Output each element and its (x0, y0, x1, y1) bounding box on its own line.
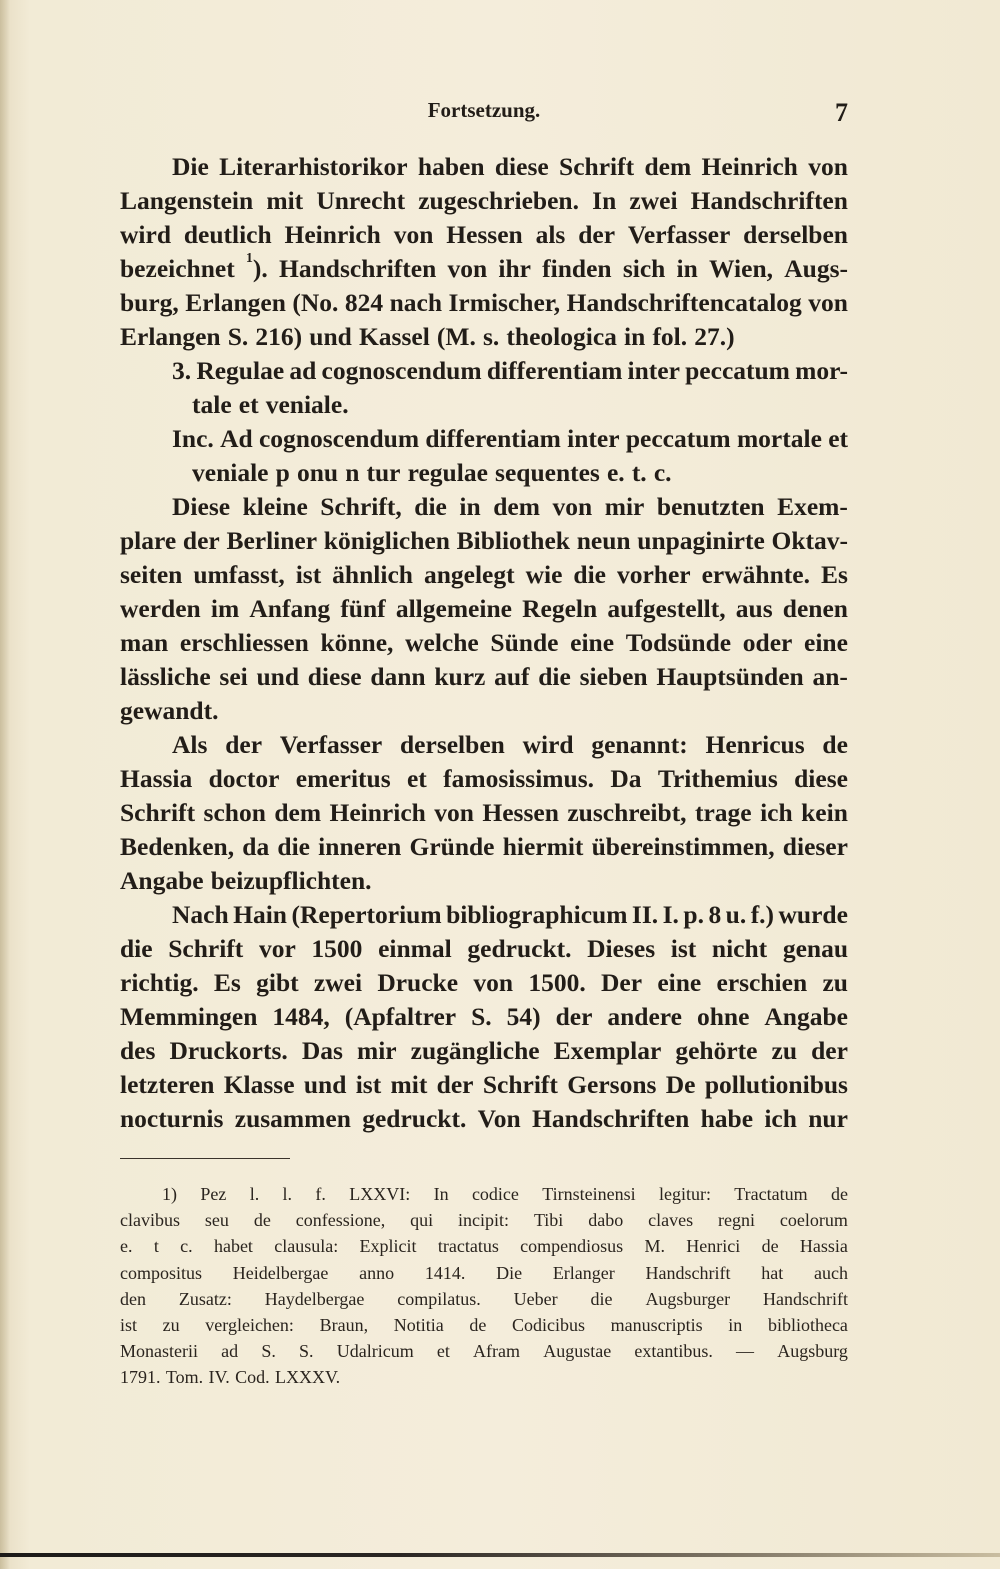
body-line: Als der Verfasser derselben wird genannt: Henricus de (172, 730, 848, 759)
body-line: werden im Anfang fünf allgemeine Regeln aufgestellt, aus denen (120, 594, 848, 623)
footnote-line: Monasterii ad S. S. Udalricum et Afram Augustae extantibus. — Augsburg (120, 1341, 848, 1362)
body-line: Langenstein mit Unrecht zugeschrieben. In zwei Handschriften (120, 186, 848, 215)
body-line: Inc. Ad cognoscendum differentiam inter peccatum mortale et (172, 424, 848, 453)
footnote-line: den Zusatz: Haydelbergae compilatus. Ueber die Augsburger Handschrift (120, 1288, 848, 1309)
body-line: wird deutlich Heinrich von Hessen als der Verfasser derselben (120, 220, 848, 249)
footnote-line: compositus Heidelbergae anno 1414. Die Erlanger Handschrift hat auch (120, 1262, 848, 1283)
body-line: lässliche sei und diese dann kurz auf die sieben Hauptsünden an- (120, 662, 848, 691)
body-line: man erschliessen könne, welche Sünde eine Todsünde oder eine (120, 628, 848, 657)
body-line: die Schrift vor 1500 einmal gedruckt. Dieses ist nicht genau (120, 934, 848, 963)
body-line: Hassia doctor emeritus et famosissimus. Da Trithemius diese (120, 764, 848, 793)
body-line: letzteren Klasse und ist mit der Schrift Gersons De pollutionibus (120, 1070, 848, 1099)
body-line: nocturnis zusammen gedruckt. Von Handschriften habe ich nur (120, 1104, 848, 1133)
main-text (120, 150, 848, 1136)
body-line: gewandt. (120, 696, 219, 725)
body-line: plare der Berliner königlichen Bibliothek neun unpaginirte Oktav- (120, 526, 848, 555)
body-line: burg, Erlangen (No. 824 nach Irmischer, Handschriftencatalog von (120, 288, 848, 317)
body-line: Die Literarhistorikor haben diese Schrift dem Heinrich von (172, 152, 848, 181)
body-line: Nach Hain (Repertorium bibliographicum II. I. p. 8 u. f.) wurde (172, 900, 848, 929)
footnote-line: e. t c. habet clausula: Explicit tractatus compendiosus M. Henrici de Hassia (120, 1236, 848, 1257)
body-line: tale et veniale. (192, 390, 349, 419)
footnote-divider (120, 1158, 290, 1159)
body-line: des Druckorts. Das mir zugängliche Exemplar gehörte zu der (120, 1036, 848, 1065)
page-edge-shadow (0, 0, 10, 1569)
body-line: Angabe beizupflichten. (120, 866, 372, 895)
body-line: 3. Regulae ad cognoscendum differentiam inter peccatum mor- (172, 356, 848, 385)
bottom-scan-edge (0, 1553, 1000, 1557)
body-line: Diese kleine Schrift, die in dem von mir benutzten Exem- (172, 492, 848, 521)
body-line: richtig. Es gibt zwei Drucke von 1500. Der eine erschien zu (120, 968, 848, 997)
body-line: Schrift schon dem Heinrich von Hessen zuschreibt, trage ich kein (120, 798, 848, 827)
body-line: Memmingen 1484, (Apfaltrer S. 54) der andere ohne Angabe (120, 1002, 848, 1031)
footnote-line: ist zu vergleichen: Braun, Notitia de Codicibus manuscriptis in bibliotheca (120, 1314, 848, 1335)
header-title: Fortsetzung. (427, 98, 541, 122)
footnotes (120, 1181, 848, 1391)
running-header (120, 98, 848, 128)
body-line: bezeichnet $^1$). Handschriften von ihr finden sich in Wien, Augs- (120, 251, 848, 283)
body-line: seiten umfasst, ist ähnlich angelegt wie die vorher erwähnte. Es (120, 560, 848, 589)
footnote-line: 1) Pez l. l. f. LXXVI: In codice Tirnsteinensi legitur: Tractatum de (162, 1184, 848, 1204)
footnote-line: clavibus seu de confessione, qui incipit: Tibi dabo claves regni coelorum (120, 1210, 848, 1231)
page-number: 7 (835, 98, 848, 127)
body-line: Bedenken, da die inneren Gründe hiermit übereinstimmen, dieser (120, 832, 848, 861)
body-line: veniale p onu n tur regulae sequentes e. t. c. (192, 458, 672, 487)
body-line: Erlangen S. 216) und Kassel (M. s. theologica in fol. 27.) (120, 322, 735, 351)
footnote-line: 1791. Tom. IV. Cod. LXXXV. (120, 1367, 341, 1388)
